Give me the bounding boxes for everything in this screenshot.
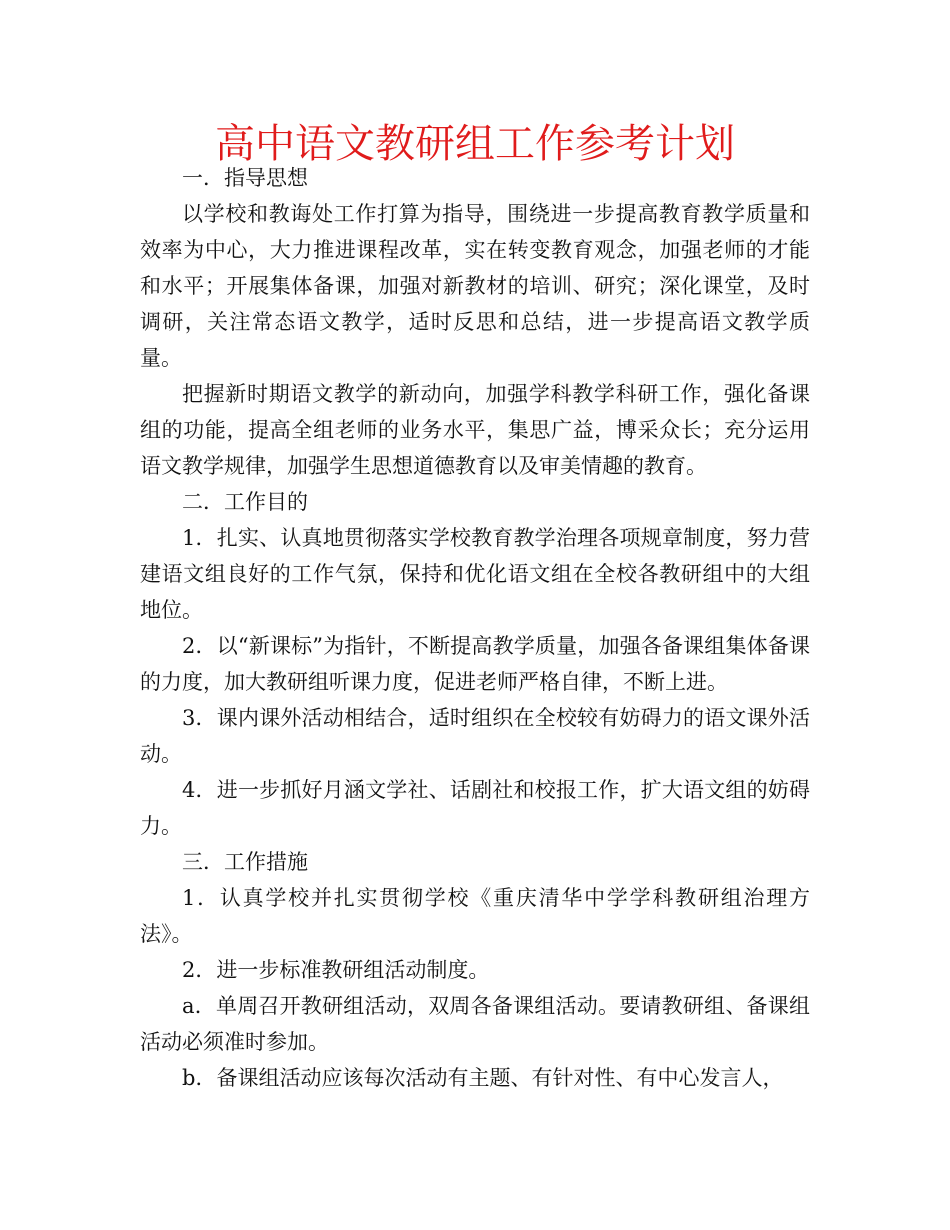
section-heading-work-measures: 三．工作措施 — [182, 850, 308, 874]
section-heading-work-goals: 二．工作目的 — [182, 490, 308, 514]
list-item: a．单周召开教研组活动，双周各备课组活动。要请教研组、备课组活动必须准时参加。 — [140, 994, 810, 1054]
list-item: 3．课内课外活动相结合，适时组织在全校较有妨碍力的语文课外活动。 — [140, 706, 810, 766]
document-title: 高中语文教研组工作参考计划 — [215, 121, 735, 167]
list-item: 1．扎实、认真地贯彻落实学校教育教学治理各项规章制度，努力营建语文组良好的工作气氛，保持和优化语文组在全校各教研组中的大组地位。 — [140, 526, 810, 622]
list-item: 2．以“新课标”为指针，不断提高教学质量，加强各备课组集体备课的力度，加大教研组听课力度，促进老师严格自律，不断上进。 — [140, 634, 810, 694]
paragraph: 把握新时期语文教学的新动向，加强学科教学科研工作，强化备课组的功能，提高全组老师的业务水平，集思广益，博采众长；充分运用语文教学规律，加强学生思想道德教育以及审美情趣的教育。 — [140, 382, 810, 478]
list-item: 2．进一步标准教研组活动制度。 — [182, 958, 490, 982]
section-heading-guiding-ideology: 一．指导思想 — [182, 166, 308, 190]
list-item: b．备课组活动应该每次活动有主题、有针对性、有中心发言人， — [182, 1066, 784, 1090]
document-body — [140, 160, 810, 1096]
list-item: 1．认真学校并扎实贯彻学校《重庆清华中学学科教研组治理方法》。 — [140, 886, 810, 946]
paragraph: 以学校和教诲处工作打算为指导，围绕进一步提高教育教学质量和效率为中心，大力推进课程改革，实在转变教育观念，加强老师的才能和水平；开展集体备课，加强对新教材的培训、研究；深化课堂，及时调研，关注常态语文教学，适时反思和总结，进一步提高语文教学质量。 — [140, 202, 810, 370]
list-item: 4．进一步抓好月涵文学社、话剧社和校报工作，扩大语文组的妨碍力。 — [140, 778, 810, 838]
